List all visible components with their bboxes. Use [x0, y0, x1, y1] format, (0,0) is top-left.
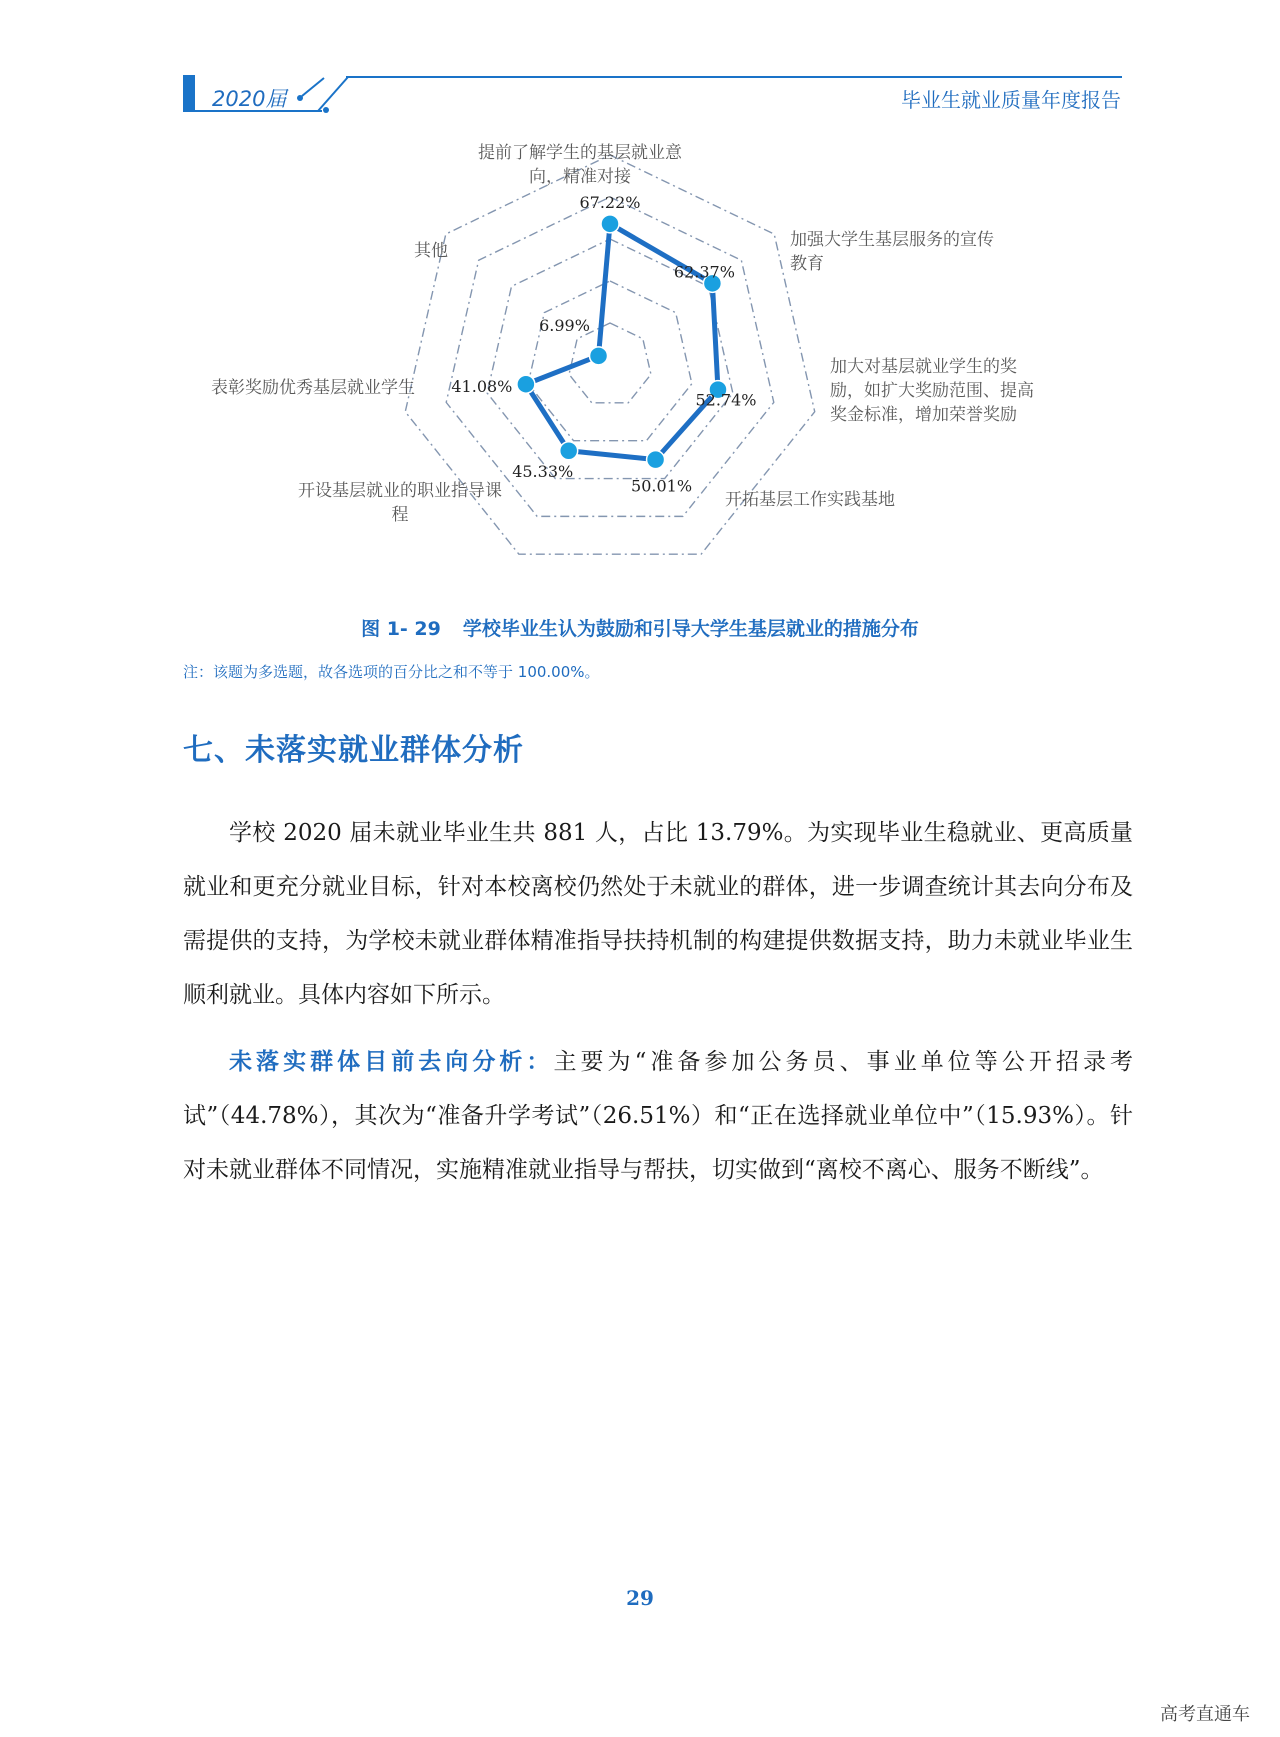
figure-caption [0, 614, 1280, 641]
radar-chart [200, 140, 1080, 590]
watermark: 高考直通车 [1160, 1704, 1250, 1725]
radar-axis-label: 程 [391, 505, 409, 525]
header-report-title: 毕业生就业质量年度报告 [901, 88, 1121, 112]
radar-point [590, 347, 608, 365]
radar-axis-label: 其他 [414, 241, 448, 261]
radar-value-label: 67.22% [579, 192, 641, 212]
radar-point [601, 215, 619, 233]
paragraph-lead: 未落实群体目前去向分析： [229, 1049, 554, 1075]
radar-axis-label: 加大对基层就业学生的奖 [830, 357, 1017, 377]
paragraph-body: 主要为“准备参加公务员、事业单位等公开招录考试”（44.78%），其次为“准备升学考试”（26.51%）和“正在选择就业单位中”（15.93%）。针对未就业群体不同情况，实施精准就业指导与帮扶，切实做到“离校不离心、服务不断线”。 [183, 1049, 1133, 1183]
radar-axis-label: 加强大学生基层服务的宣传 [790, 230, 994, 250]
radar-axis-label: 奖金标准，增加荣誉奖励 [830, 405, 1017, 425]
radar-series-line [526, 224, 718, 460]
radar-value-label: 50.01% [631, 476, 693, 496]
radar-value-label: 6.99% [539, 315, 590, 335]
radar-value-label: 41.08% [451, 377, 513, 397]
header-year-label: 2020届 [212, 87, 287, 111]
figure-number: 图 1- 29 [361, 618, 441, 640]
section-heading: 七、未落实就业群体分析 [183, 733, 524, 768]
radar-axis-label: 开拓基层工作实践基地 [725, 490, 895, 510]
radar-value-label: 52.74% [695, 390, 757, 410]
paragraph-destination-analysis [183, 1035, 1133, 1197]
radar-value-label: 62.37% [673, 262, 735, 282]
radar-point [560, 442, 578, 460]
radar-axis-label: 励，如扩大奖励范围、提高 [830, 381, 1034, 401]
radar-axis-label: 教育 [790, 254, 824, 274]
radar-point [647, 451, 665, 469]
page-number: 29 [626, 1586, 654, 1610]
figure-note: 注：该题为多选题，故各选项的百分比之和不等于 100.00%。 [183, 663, 600, 681]
radar-point [517, 375, 535, 393]
radar-axis-label: 向，精准对接 [529, 167, 631, 187]
radar-grid-ring [528, 281, 692, 441]
radar-axis-label: 提前了解学生的基层就业意 [478, 143, 682, 163]
radar-value-label: 45.33% [512, 461, 574, 481]
radar-axis-label: 表彰奖励优秀基层就业学生 [211, 378, 415, 398]
paragraph-unemployed-summary: 学校 2020 届未就业毕业生共 881 人，占比 13.79%。为实现毕业生稳就业、更高质量就业和更充分就业目标，针对本校离校仍然处于未就业的群体，进一步调查统计其去向分布及需提供的支持，为学校未就业群体精准指导扶持机制的构建提供数据支持，助力未就业毕业生顺利就业。具体内容如下所示。 [183, 820, 1133, 1008]
figure-caption-text: 学校毕业生认为鼓励和引导大学生基层就业的措施分布 [462, 618, 919, 640]
radar-axis-label: 开设基层就业的职业指导课 [298, 481, 502, 501]
